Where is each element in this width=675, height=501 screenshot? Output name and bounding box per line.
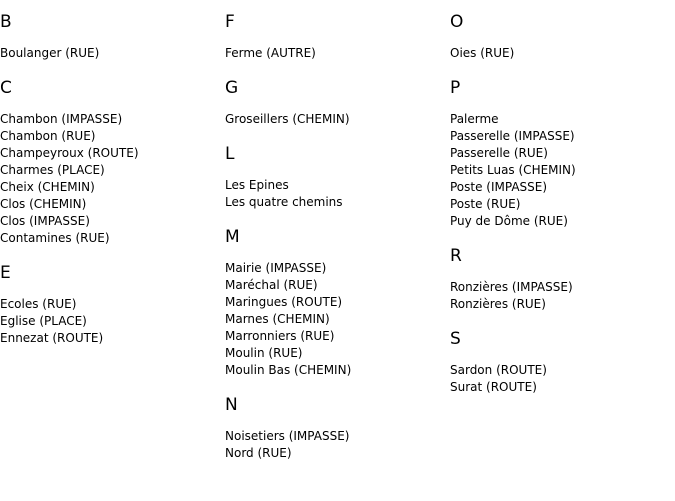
- letter-group-c: [0, 78, 220, 247]
- street-item[interactable]: Les quatre chemins: [225, 195, 343, 209]
- street-item[interactable]: Moulin Bas (CHEMIN): [225, 363, 352, 377]
- street-item[interactable]: Boulanger (RUE): [0, 46, 100, 60]
- street-item[interactable]: Maringues (ROUTE): [225, 295, 343, 309]
- letter-heading: S: [450, 329, 461, 349]
- letter-group-n: [225, 395, 445, 462]
- street-item[interactable]: Contamines (RUE): [0, 231, 110, 245]
- street-item[interactable]: Puy de Dôme (RUE): [450, 214, 568, 228]
- street-item[interactable]: Clos (CHEMIN): [0, 197, 87, 211]
- letter-group-m: [225, 227, 445, 379]
- street-item[interactable]: Ecoles (RUE): [0, 297, 77, 311]
- street-list: [450, 45, 670, 62]
- letter-group-r: [450, 246, 670, 313]
- letter-group-l: [225, 144, 445, 211]
- street-item[interactable]: Marnes (CHEMIN): [225, 312, 330, 326]
- letter-group-g: [225, 78, 445, 128]
- letter-heading: N: [225, 395, 238, 415]
- street-list: [450, 111, 670, 230]
- street-item[interactable]: Poste (IMPASSE): [450, 180, 548, 194]
- street-item[interactable]: Noisetiers (IMPASSE): [225, 429, 350, 443]
- street-list: [225, 45, 445, 62]
- street-item[interactable]: Palerme: [450, 112, 499, 126]
- letter-heading: M: [225, 227, 240, 247]
- letter-group-s: [450, 329, 670, 396]
- street-list: [225, 177, 445, 211]
- street-item[interactable]: Groseillers (CHEMIN): [225, 112, 350, 126]
- street-list: [0, 296, 220, 347]
- street-item[interactable]: Ronzières (IMPASSE): [450, 280, 573, 294]
- street-item[interactable]: Marronniers (RUE): [225, 329, 335, 343]
- letter-heading: F: [225, 12, 235, 32]
- letter-group-b: [0, 12, 220, 62]
- letter-heading: C: [0, 78, 12, 98]
- letter-heading: L: [225, 144, 235, 164]
- street-item[interactable]: Moulin (RUE): [225, 346, 303, 360]
- letter-group-e: [0, 263, 220, 347]
- street-item[interactable]: Petits Luas (CHEMIN): [450, 163, 576, 177]
- street-list: [225, 111, 445, 128]
- letter-group-p: [450, 78, 670, 230]
- street-item[interactable]: Ronzières (RUE): [450, 297, 546, 311]
- street-item[interactable]: Chambon (IMPASSE): [0, 112, 123, 126]
- street-item[interactable]: Champeyroux (ROUTE): [0, 146, 139, 160]
- street-list: [450, 362, 670, 396]
- street-item[interactable]: Eglise (PLACE): [0, 314, 87, 328]
- street-list: [225, 260, 445, 379]
- street-item[interactable]: Passerelle (IMPASSE): [450, 129, 575, 143]
- street-item[interactable]: Cheix (CHEMIN): [0, 180, 95, 194]
- street-item[interactable]: Maréchal (RUE): [225, 278, 318, 292]
- street-list: [0, 111, 220, 247]
- street-item[interactable]: Nord (RUE): [225, 446, 292, 460]
- letter-heading: G: [225, 78, 239, 98]
- letter-heading: B: [0, 12, 12, 32]
- street-item[interactable]: Sardon (ROUTE): [450, 363, 547, 377]
- street-item[interactable]: Ferme (AUTRE): [225, 46, 316, 60]
- street-item[interactable]: Poste (RUE): [450, 197, 521, 211]
- street-item[interactable]: Les Epines: [225, 178, 289, 192]
- street-item[interactable]: Surat (ROUTE): [450, 380, 537, 394]
- letter-heading: R: [450, 246, 462, 266]
- street-item[interactable]: Chambon (RUE): [0, 129, 96, 143]
- letter-group-o: [450, 12, 670, 62]
- column-2: [225, 12, 445, 478]
- street-item[interactable]: Charmes (PLACE): [0, 163, 105, 177]
- street-list: [225, 428, 445, 462]
- street-item[interactable]: Passerelle (RUE): [450, 146, 548, 160]
- street-item[interactable]: Oies (RUE): [450, 46, 515, 60]
- letter-heading: E: [0, 263, 11, 283]
- street-item[interactable]: Mairie (IMPASSE): [225, 261, 327, 275]
- street-list: [450, 279, 670, 313]
- street-list: [0, 45, 220, 62]
- letter-heading: O: [450, 12, 464, 32]
- letter-group-f: [225, 12, 445, 62]
- column-3: [450, 12, 670, 412]
- letter-heading: P: [450, 78, 461, 98]
- street-item[interactable]: Clos (IMPASSE): [0, 214, 90, 228]
- column-1: [0, 12, 220, 363]
- street-item[interactable]: Ennezat (ROUTE): [0, 331, 104, 345]
